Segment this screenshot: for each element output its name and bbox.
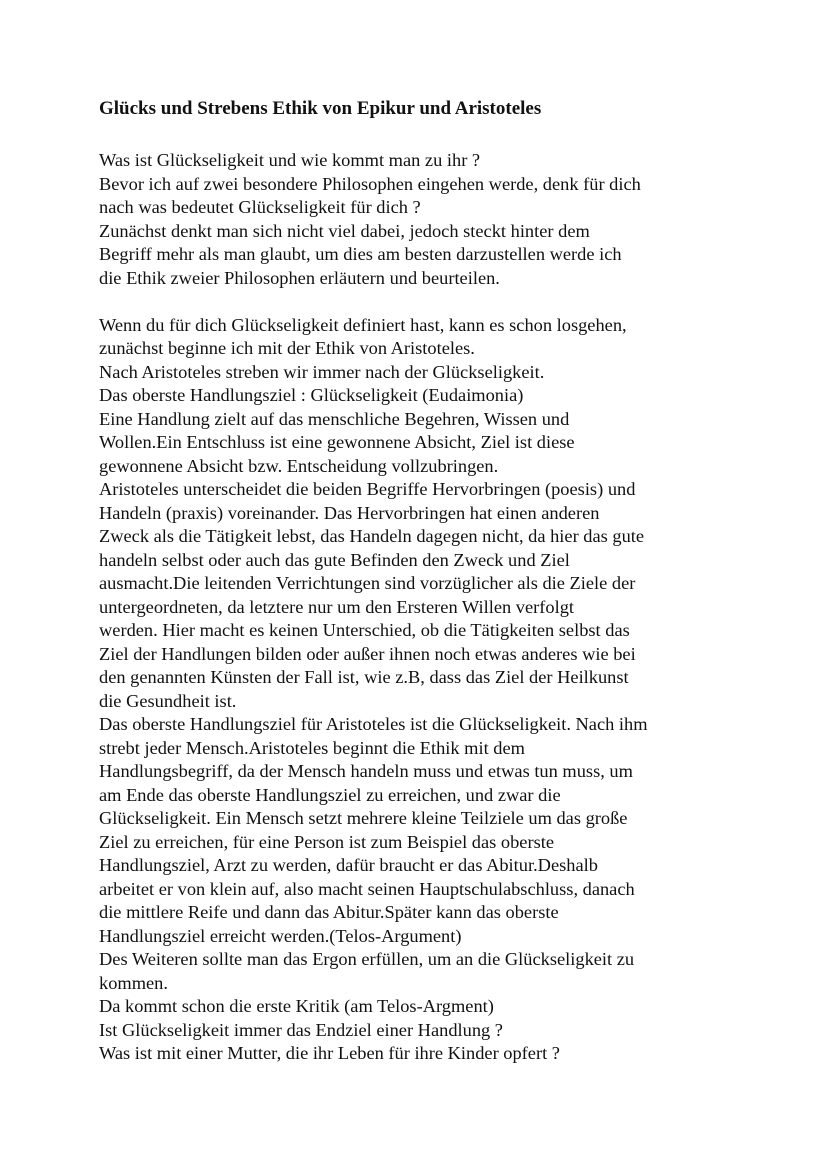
text-line: die Ethik zweier Philosophen erläutern und beurteilen.: [99, 267, 500, 288]
text-line: Des Weiteren sollte man das Ergon erfüllen, um an die Glückseligkeit zu: [99, 949, 635, 969]
text-line: Handlungsziel, Arzt zu werden, dafür braucht er das Abitur.Deshalb: [99, 855, 598, 875]
text-line: Das oberste Handlungsziel : Glückseligkeit (Eudaimonia): [99, 385, 524, 405]
text-line: Ziel der Handlungen bilden oder außer ihnen noch etwas anderes wie bei: [99, 643, 636, 664]
text-line: Bevor ich auf zwei besondere Philosophen eingehen werde, denk für dich: [99, 173, 641, 194]
text-line: ausmacht.Die leitenden Verrichtungen sind vorzüglicher als die Ziele der: [99, 573, 636, 593]
text-line: Nach Aristoteles streben wir immer nach der Glückseligkeit.: [99, 361, 545, 382]
text-line: untergeordneten, da letztere nur um den Ersteren Willen verfolgt: [99, 596, 575, 617]
text-line: Wenn du für dich Glückseligkeit definiert hast, kann es schon losgehen,: [99, 314, 627, 335]
text-line: die Gesundheit ist.: [99, 690, 237, 711]
text-line: Ist Glückseligkeit immer das Endziel einer Handlung ?: [99, 1019, 503, 1040]
paragraph-spacer: [99, 290, 759, 314]
text-line: Zunächst denkt man sich nicht viel dabei, jedoch steckt hinter dem: [99, 220, 590, 241]
text-line: arbeitet er von klein auf, also macht seinen Hauptschulabschluss, danach: [99, 878, 635, 899]
text-line: Ziel zu erreichen, für eine Person ist zum Beispiel das oberste: [99, 831, 555, 852]
text-line: am Ende das oberste Handlungsziel zu erreichen, und zwar die: [99, 784, 561, 805]
text-line: werden. Hier macht es keinen Unterschied, ob die Tätigkeiten selbst das: [99, 620, 630, 640]
paragraph-aristoteles: [99, 314, 759, 1066]
text-line: Begriff mehr als man glaubt, um dies am besten darzustellen werde ich: [99, 244, 622, 264]
text-line: Das oberste Handlungsziel für Aristoteles ist die Glückseligkeit. Nach ihm: [99, 714, 648, 734]
text-line: nach was bedeutet Glückseligkeit für dich ?: [99, 197, 421, 217]
text-line: Was ist Glückseligkeit und wie kommt man zu ihr ?: [99, 150, 481, 170]
text-line: Da kommt schon die erste Kritik (am Telos-Argment): [99, 996, 494, 1016]
document-content: [99, 97, 759, 1066]
text-line: Wollen.Ein Entschluss ist eine gewonnene Absicht, Ziel ist diese: [99, 432, 575, 452]
text-line: zunächst beginne ich mit der Ethik von Aristoteles.: [99, 338, 475, 358]
text-line: den genannten Künsten der Fall ist, wie z.B, dass das Ziel der Heilkunst: [99, 667, 629, 687]
text-line: Zweck als die Tätigkeit lebst, das Handeln dagegen nicht, da hier das gute: [99, 526, 645, 546]
text-line: die mittlere Reife und dann das Abitur.Später kann das oberste: [99, 902, 559, 922]
text-line: kommen.: [99, 972, 168, 993]
document-title: Glücks und Strebens Ethik von Epikur und Aristoteles: [99, 98, 542, 119]
text-line: Handlungsziel erreicht werden.(Telos-Argument): [99, 925, 462, 946]
text-line: Eine Handlung zielt auf das menschliche Begehren, Wissen und: [99, 408, 570, 429]
text-line: Glückseligkeit. Ein Mensch setzt mehrere kleine Teilziele um das große: [99, 808, 628, 828]
text-line: Handeln (praxis) voreinander. Das Hervorbringen hat einen anderen: [99, 502, 600, 523]
text-line: Was ist mit einer Mutter, die ihr Leben für ihre Kinder opfert ?: [99, 1043, 560, 1063]
text-line: Handlungsbegriff, da der Mensch handeln muss und etwas tun muss, um: [99, 761, 633, 781]
paragraph-intro: [99, 149, 759, 290]
text-line: strebt jeder Mensch.Aristoteles beginnt die Ethik mit dem: [99, 737, 525, 758]
text-line: handeln selbst oder auch das gute Befinden den Zweck und Ziel: [99, 549, 570, 570]
text-line: gewonnene Absicht bzw. Entscheidung vollzubringen.: [99, 455, 499, 476]
text-line: Aristoteles unterscheidet die beiden Begriffe Hervorbringen (poesis) und: [99, 479, 636, 499]
